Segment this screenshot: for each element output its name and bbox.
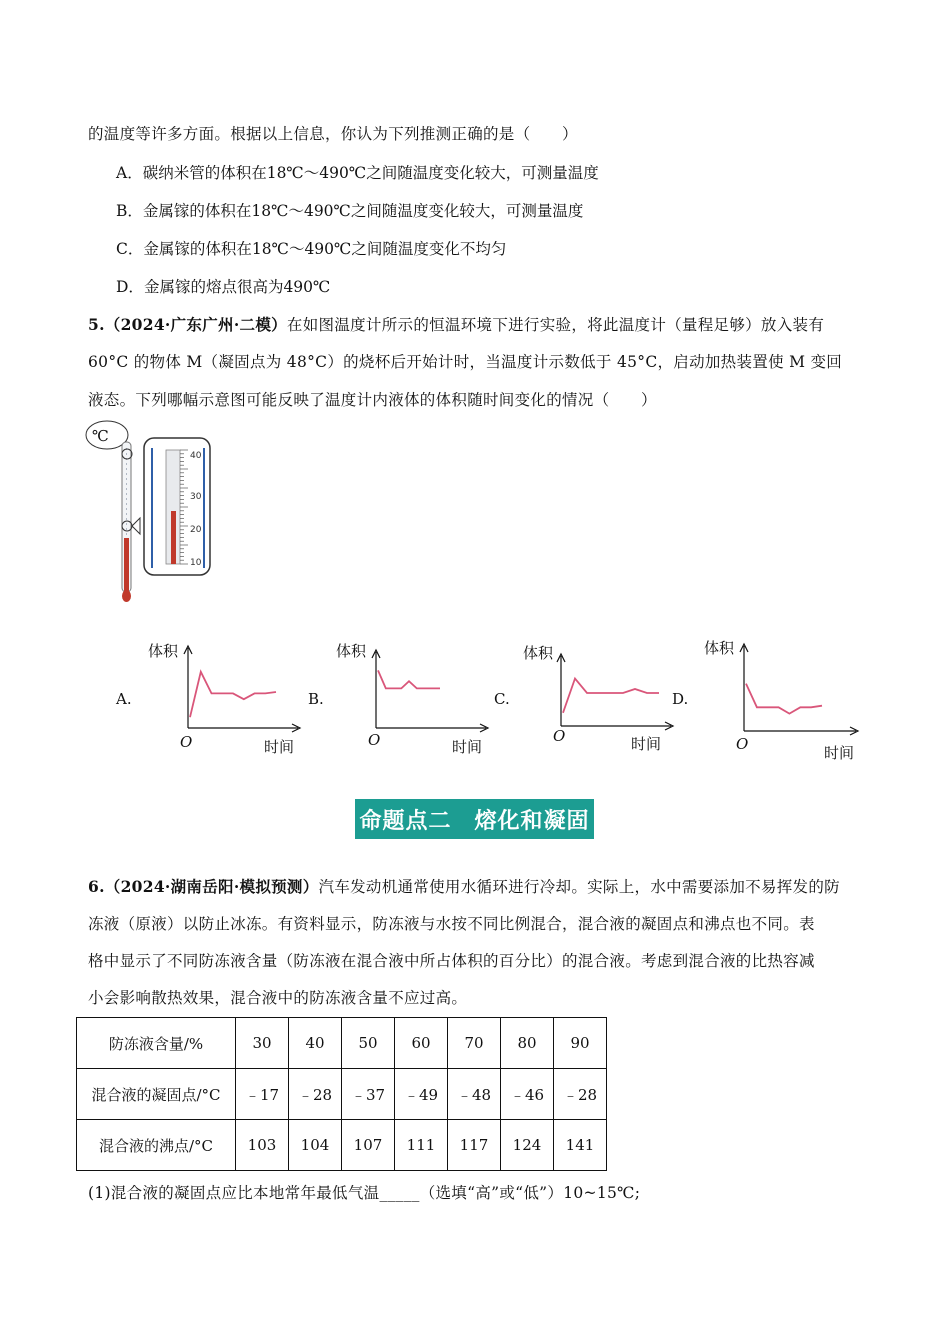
option-text: 金属镓的体积在18℃～490℃之间随温度变化不均匀 <box>143 240 507 258</box>
question-intro-line: 的温度等许多方面。根据以上信息，你认为下列推测正确的是（ ） <box>88 125 578 143</box>
option-letter: B． <box>116 202 143 220</box>
option-letter: D． <box>116 278 144 296</box>
question-6-line-3: 格中显示了不同防冻液含量（防冻液在混合液中所占体积的百分比）的混合液。考虑到混合液的比热容减 <box>88 952 815 970</box>
graph-d-curve <box>746 684 822 714</box>
question-source: （2024·广东广州·二模） <box>104 315 287 334</box>
table-row <box>77 1069 607 1120</box>
table-cell: 30 <box>236 1018 289 1069</box>
table-row <box>77 1018 607 1069</box>
question-6-line-4: 小会影响散热效果，混合液中的防冻液含量不应过高。 <box>88 989 468 1007</box>
option-b[interactable] <box>116 199 583 221</box>
graph-a-xlabel: 时间 <box>264 738 295 756</box>
table-row <box>77 1120 607 1171</box>
table-cell: 40 <box>289 1018 342 1069</box>
graph-c-xlabel: 时间 <box>631 735 662 753</box>
table-cell: 107 <box>342 1120 395 1171</box>
option-a[interactable] <box>116 161 599 183</box>
row-header: 防冻液含量/% <box>77 1018 236 1069</box>
table-cell: ﹣17 <box>236 1069 289 1120</box>
row-header: 混合液的沸点/°C <box>77 1120 236 1171</box>
table-cell: 90 <box>554 1018 607 1069</box>
question-text: 在如图温度计所示的恒温环境下进行实验，将此温度计（量程足够）放入装有 <box>286 316 825 334</box>
section-banner: 命题点二 熔化和凝固 <box>355 799 594 839</box>
graph-b-origin: O <box>368 731 381 749</box>
question-5-line-2: 60°C 的物体 M（凝固点为 48°C）的烧杯后开始计时，当温度计示数低于 45°C，启动加热装置使 M 变回 <box>88 353 843 371</box>
table-cell: 103 <box>236 1120 289 1171</box>
scale-label-10: 10 <box>190 558 202 568</box>
scale-label-40: 40 <box>190 451 202 461</box>
table-cell: 141 <box>554 1120 607 1171</box>
option-text: 金属镓的体积在18℃～490℃之间随温度变化较大，可测量温度 <box>142 202 584 220</box>
table-cell: 104 <box>289 1120 342 1171</box>
table-cell: 60 <box>395 1018 448 1069</box>
bubble-label: ℃ <box>92 427 109 445</box>
table-cell: ﹣28 <box>554 1069 607 1120</box>
graph-c-origin: O <box>553 727 566 745</box>
graph-d[interactable] <box>704 632 866 762</box>
graph-b[interactable] <box>336 636 498 761</box>
thermometer-bulb <box>122 590 131 602</box>
graph-b-xlabel: 时间 <box>452 738 483 756</box>
scale-label-20: 20 <box>190 525 202 535</box>
table-cell: 80 <box>501 1018 554 1069</box>
graph-a-letter[interactable]: A. <box>116 690 132 708</box>
option-letter: C． <box>116 240 144 258</box>
option-text: 碳纳米管的体积在18℃～490℃之间随温度变化较大，可测量温度 <box>142 164 599 182</box>
graph-d-letter[interactable]: D. <box>672 690 689 708</box>
graph-c-curve <box>563 679 659 713</box>
question-number: 6. <box>88 877 105 896</box>
table-cell: 50 <box>342 1018 395 1069</box>
question-text: 汽车发动机通常使用水循环进行冷却。实际上，水中需要添加不易挥发的防 <box>318 878 840 896</box>
question-6-sub-1: (1)混合液的凝固点应比本地常年最低气温_____（选填“高”或“低”）10~15℃; <box>88 1184 641 1202</box>
graph-c[interactable] <box>523 636 683 761</box>
table-cell: ﹣28 <box>289 1069 342 1120</box>
table-cell: ﹣48 <box>448 1069 501 1120</box>
option-c[interactable] <box>116 237 506 259</box>
graph-c-ylabel: 体积 <box>523 644 554 662</box>
thermometer-figure <box>82 418 217 618</box>
graph-a-origin: O <box>180 733 193 751</box>
question-5-line-3: 液态。下列哪幅示意图可能反映了温度计内液体的体积随时间变化的情况（ ） <box>88 391 657 409</box>
antifreeze-table <box>76 1017 607 1171</box>
table-cell: ﹣49 <box>395 1069 448 1120</box>
table-cell: 124 <box>501 1120 554 1171</box>
option-letter: A． <box>116 164 143 182</box>
graph-c-letter[interactable]: C. <box>494 690 510 708</box>
option-text: 金属镓的熔点很高为490℃ <box>143 278 331 296</box>
graph-b-ylabel: 体积 <box>336 642 367 660</box>
question-5-line-1 <box>88 313 824 335</box>
table-cell: 70 <box>448 1018 501 1069</box>
graph-d-origin: O <box>736 735 749 753</box>
graph-b-letter[interactable]: B. <box>308 690 324 708</box>
graph-a-ylabel: 体积 <box>148 642 179 660</box>
graph-d-ylabel: 体积 <box>704 639 735 657</box>
row-header: 混合液的凝固点/°C <box>77 1069 236 1120</box>
table-cell: 111 <box>395 1120 448 1171</box>
option-d[interactable] <box>116 275 330 297</box>
graph-a[interactable] <box>148 636 310 761</box>
scale-label-30: 30 <box>190 492 202 502</box>
question-number: 5. <box>88 315 105 334</box>
question-6-line-1 <box>88 875 840 897</box>
table-cell: 117 <box>448 1120 501 1171</box>
thermometer-liquid <box>124 538 129 593</box>
question-source: （2024·湖南岳阳·模拟预测） <box>104 877 319 896</box>
table-cell: ﹣37 <box>342 1069 395 1120</box>
graph-b-curve <box>378 670 440 688</box>
question-6-line-2: 冻液（原液）以防止冰冻。有资料显示，防冻液与水按不同比例混合，混合液的凝固点和沸点也不同。表 <box>88 915 815 933</box>
table-cell: ﹣46 <box>501 1069 554 1120</box>
graph-d-xlabel: 时间 <box>824 744 855 762</box>
graph-a-curve <box>190 672 276 717</box>
